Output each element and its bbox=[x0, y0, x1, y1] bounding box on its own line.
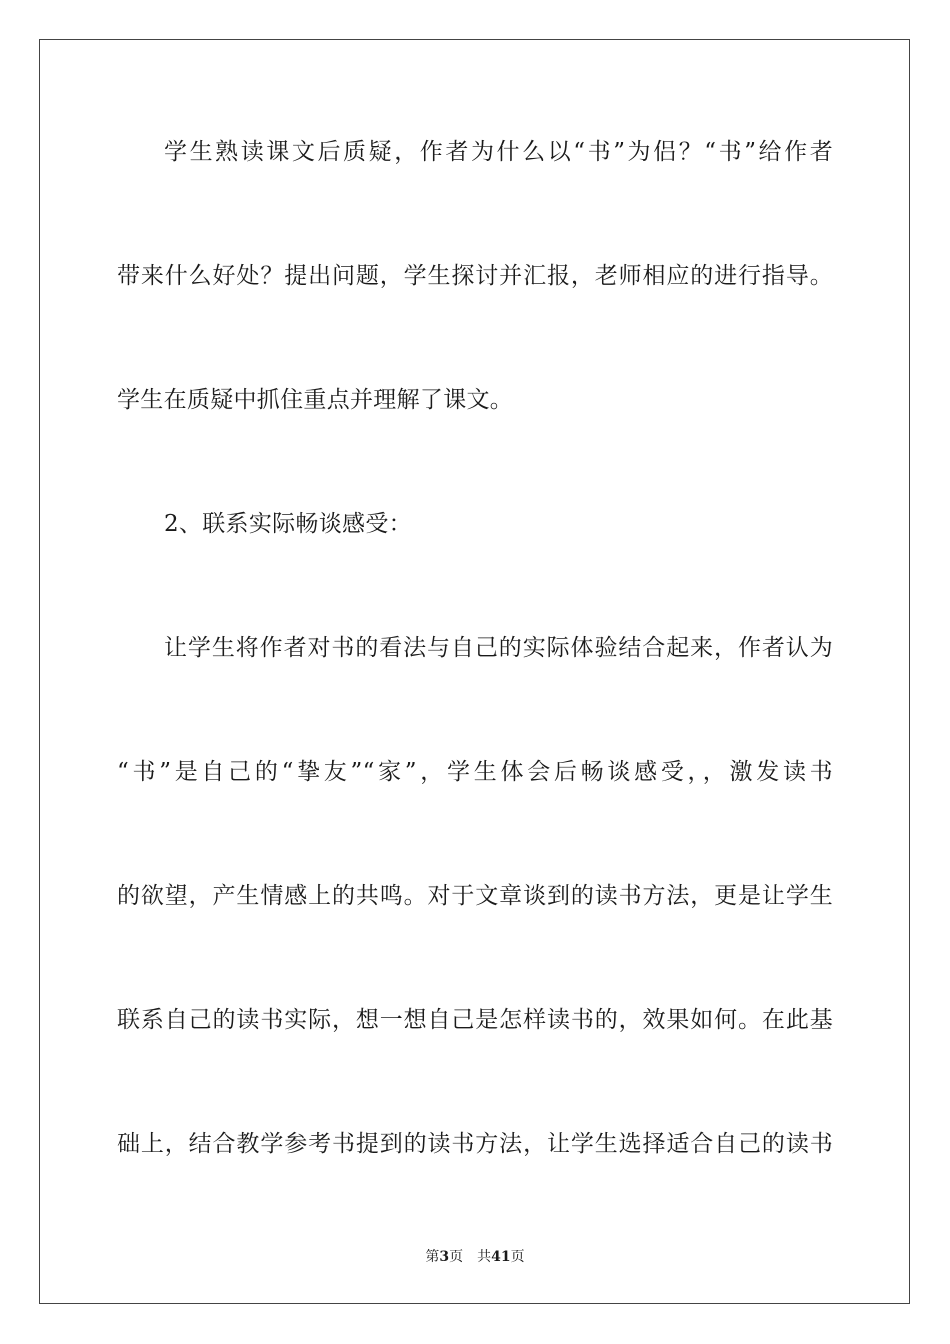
paragraph-line-2: 带来什么好处？提出问题，学生探讨并汇报，老师相应的进行指导。 bbox=[117, 263, 833, 289]
paragraph-line-5: “书”是自己的“挚友”“家”，学生体会后畅谈感受，，激发读书 bbox=[117, 759, 833, 785]
page-suffix: 页 bbox=[449, 1249, 464, 1265]
paragraph-line-4: 让学生将作者对书的看法与自己的实际体验结合起来，作者认为 bbox=[164, 635, 833, 661]
paragraph-line-6: 的欲望，产生情感上的共鸣。对于文章谈到的读书方法，更是让学生 bbox=[117, 883, 833, 909]
paragraph-line-7: 联系自己的读书实际，想一想自己是怎样读书的，效果如何。在此基 bbox=[117, 1007, 833, 1033]
paragraph-line-1: 学生熟读课文后质疑，作者为什么以“书”为侣？“书”给作者 bbox=[164, 139, 833, 165]
page-number: 3 bbox=[439, 1249, 450, 1265]
paragraph-line-3: 学生在质疑中抓住重点并理解了课文。 bbox=[117, 387, 514, 413]
total-pages: 41 bbox=[491, 1249, 511, 1265]
total-suffix: 页 bbox=[510, 1249, 525, 1265]
total-prefix: 共 bbox=[477, 1249, 492, 1265]
page-border bbox=[39, 39, 910, 1304]
section-heading: 2、联系实际畅谈感受： bbox=[164, 511, 412, 537]
page-footer bbox=[0, 1248, 950, 1266]
page-prefix: 第 bbox=[425, 1249, 440, 1265]
paragraph-line-8: 础上，结合教学参考书提到的读书方法，让学生选择适合自己的读书 bbox=[117, 1131, 833, 1157]
